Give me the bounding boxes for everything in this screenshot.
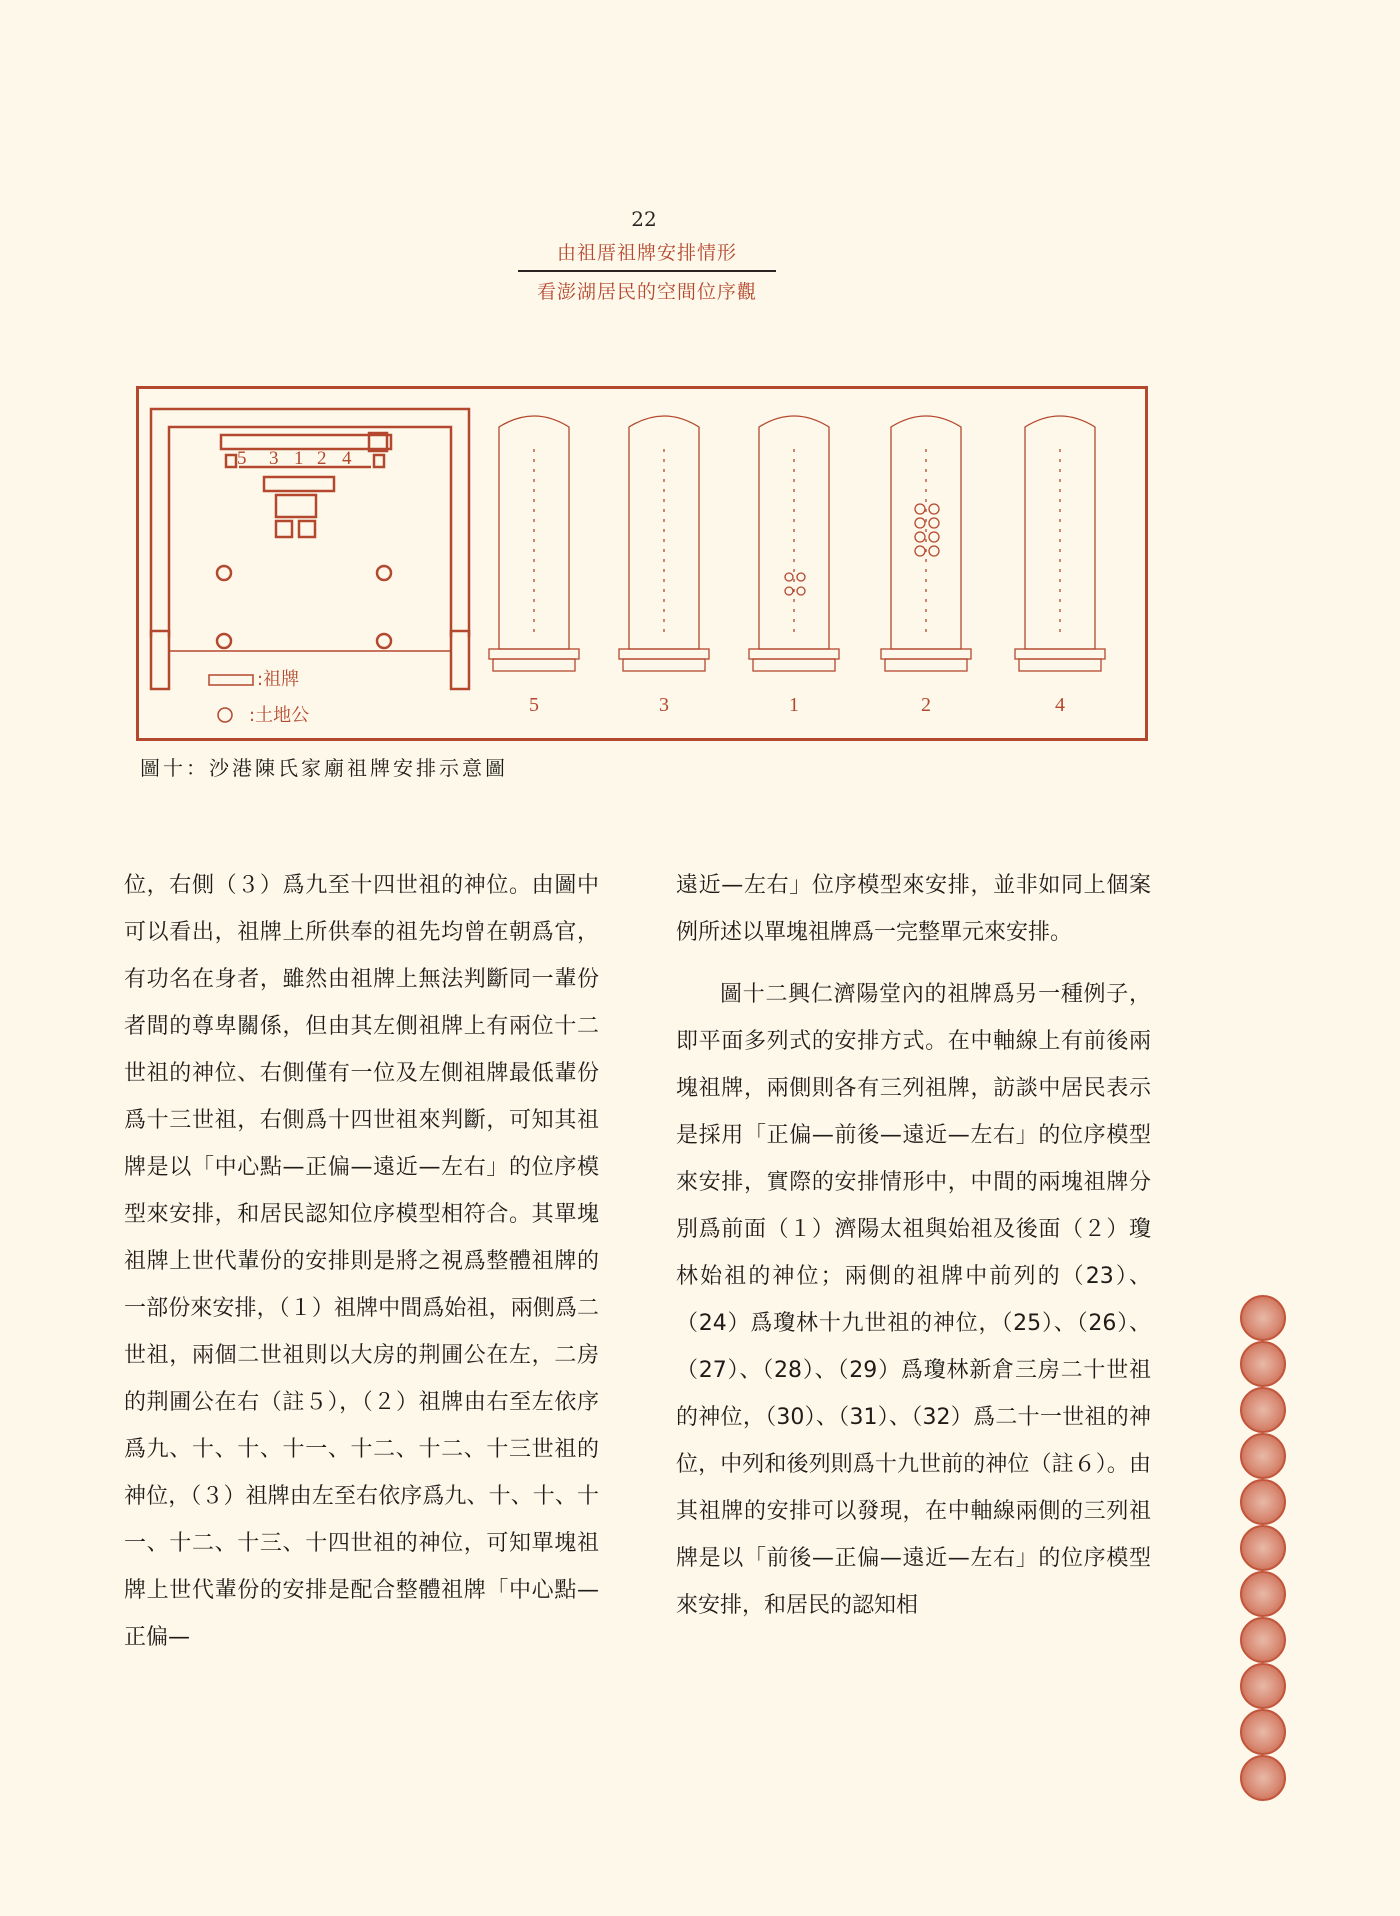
plan-inner-wall (169, 427, 451, 637)
running-header (518, 238, 776, 304)
tablet-elevation-5 (489, 416, 579, 671)
pillar (377, 566, 391, 580)
seal-stamp (1240, 1709, 1286, 1755)
altar-shelf (221, 435, 391, 449)
offering-table (264, 477, 334, 491)
plan-outer-wall (151, 409, 469, 637)
seal-stamp (1240, 1663, 1286, 1709)
seal-stamp (1240, 1387, 1286, 1433)
tablet-elevation-3 (619, 416, 709, 671)
tablet-number-1: 1 (789, 694, 799, 716)
plan-number-1: 1 (294, 448, 304, 469)
plan-number-5: 5 (237, 448, 247, 469)
page-number: 22 (631, 207, 657, 231)
paragraph: 遠近—左右」位序模型來安排，並非如同上個案例所述以單塊祖牌爲一完整單元來安排。 (676, 873, 1151, 945)
door-post-right (451, 631, 469, 689)
legend-tablet-symbol (209, 675, 253, 685)
tablet-number-5: 5 (529, 694, 539, 716)
figure-caption: 圖十：沙港陳氏家廟祖牌安排示意圖 (140, 756, 508, 780)
side-seal-column (1240, 1295, 1300, 1801)
incense-table (276, 495, 316, 517)
seal-stamp (1240, 1571, 1286, 1617)
tablet-side-right (374, 455, 384, 467)
stool-left (276, 521, 292, 537)
seal-stamp (1240, 1755, 1286, 1801)
tablet-elevation-1 (749, 416, 839, 671)
plan-number-3: 3 (269, 448, 279, 469)
paragraph: 位，右側（３）爲九至十四世祖的神位。由圖中可以看出，祖牌上所供奉的祖先均曾在朝爲官，有功名在身者，雖然由祖牌上無法判斷同一輩份者間的尊卑關係，但由其左側祖牌上有兩位十二世祖的神位、右側僅有一位及左側祖牌最低輩份爲十三世祖，右側爲十四世祖來判斷，可知其祖牌是以「中心點—正偏—遠近—左右」的位序模型來安排，和居民認知位序模型相符合。其單塊祖牌上世代輩份的安排則是將之視爲整體祖牌的一部份來安排，（１）祖牌中間爲始祖，兩側爲二世祖，兩個二世祖則以大房的荆圃公在左，二房的荆圃公在右（註５），（２）祖牌由右至左依序爲九、十、十、十一、十二、十二、十三世祖的神位，（３）祖牌由左至右依序爲九、十、十、十一、十二、十三、十四世祖的神位，可知單塊祖牌上世代輩份的安排是配合整體祖牌「中心點—正偏— (124, 873, 599, 1650)
tablet-number-2: 2 (921, 694, 931, 716)
tablet-side-left (226, 455, 236, 467)
door-post-left (151, 631, 169, 689)
tablet-number-4: 4 (1055, 694, 1065, 716)
running-header-title: 由祖厝祖牌安排情形 (556, 242, 737, 264)
figure-drawing (139, 389, 1145, 738)
seal-stamp (1240, 1433, 1286, 1479)
seal-stamp (1240, 1479, 1286, 1525)
seal-stamp (1240, 1295, 1286, 1341)
tablet-elevation-2 (881, 416, 971, 671)
running-header-subtitle: 看澎湖居民的空間位序觀 (536, 281, 757, 303)
tablet-number-3: 3 (659, 694, 669, 716)
figure-ten (136, 386, 1148, 741)
seal-stamp (1240, 1341, 1286, 1387)
paragraph: 圖十二興仁濟陽堂內的祖牌爲另一種例子，即平面多列式的安排方式。在中軸線上有前後兩塊祖牌，兩側則各有三列祖牌，訪談中居民表示是採用「正偏—前後—遠近—左右」的位序模型來安排，實際的安排情形中，中間的兩塊祖牌分別爲前面（１）濟陽太祖與始祖及後面（２）瓊林始祖的神位；兩側的祖牌中前列的（23）、（24）爲瓊林十九世祖的神位，（25）、（26）、（27）、（28）、（29）爲瓊林新倉三房二十世祖的神位，（30）、（31）、（32）爲二十一世祖的神位，中列和後列則爲十九世前的神位（註６）。由其祖牌的安排可以發現，在中軸線兩側的三列祖牌是以「前後—正偏—遠近—左右」的位序模型來安排，和居民的認知相 (676, 982, 1151, 1618)
plan-number-4: 4 (342, 448, 352, 469)
right-column (676, 862, 1151, 1629)
pillar (217, 634, 231, 648)
legend-earth-god-symbol (218, 708, 232, 722)
tablet-elevation-4 (1015, 416, 1105, 671)
pillar (217, 566, 231, 580)
legend-tablet-label: :祖牌 (257, 669, 300, 690)
seal-stamp (1240, 1525, 1286, 1571)
seal-stamp (1240, 1617, 1286, 1663)
stool-right (299, 521, 315, 537)
left-column (124, 862, 599, 1661)
pillar (377, 634, 391, 648)
plan-number-2: 2 (317, 448, 327, 469)
legend-earth-god-label: :土地公 (249, 705, 310, 726)
